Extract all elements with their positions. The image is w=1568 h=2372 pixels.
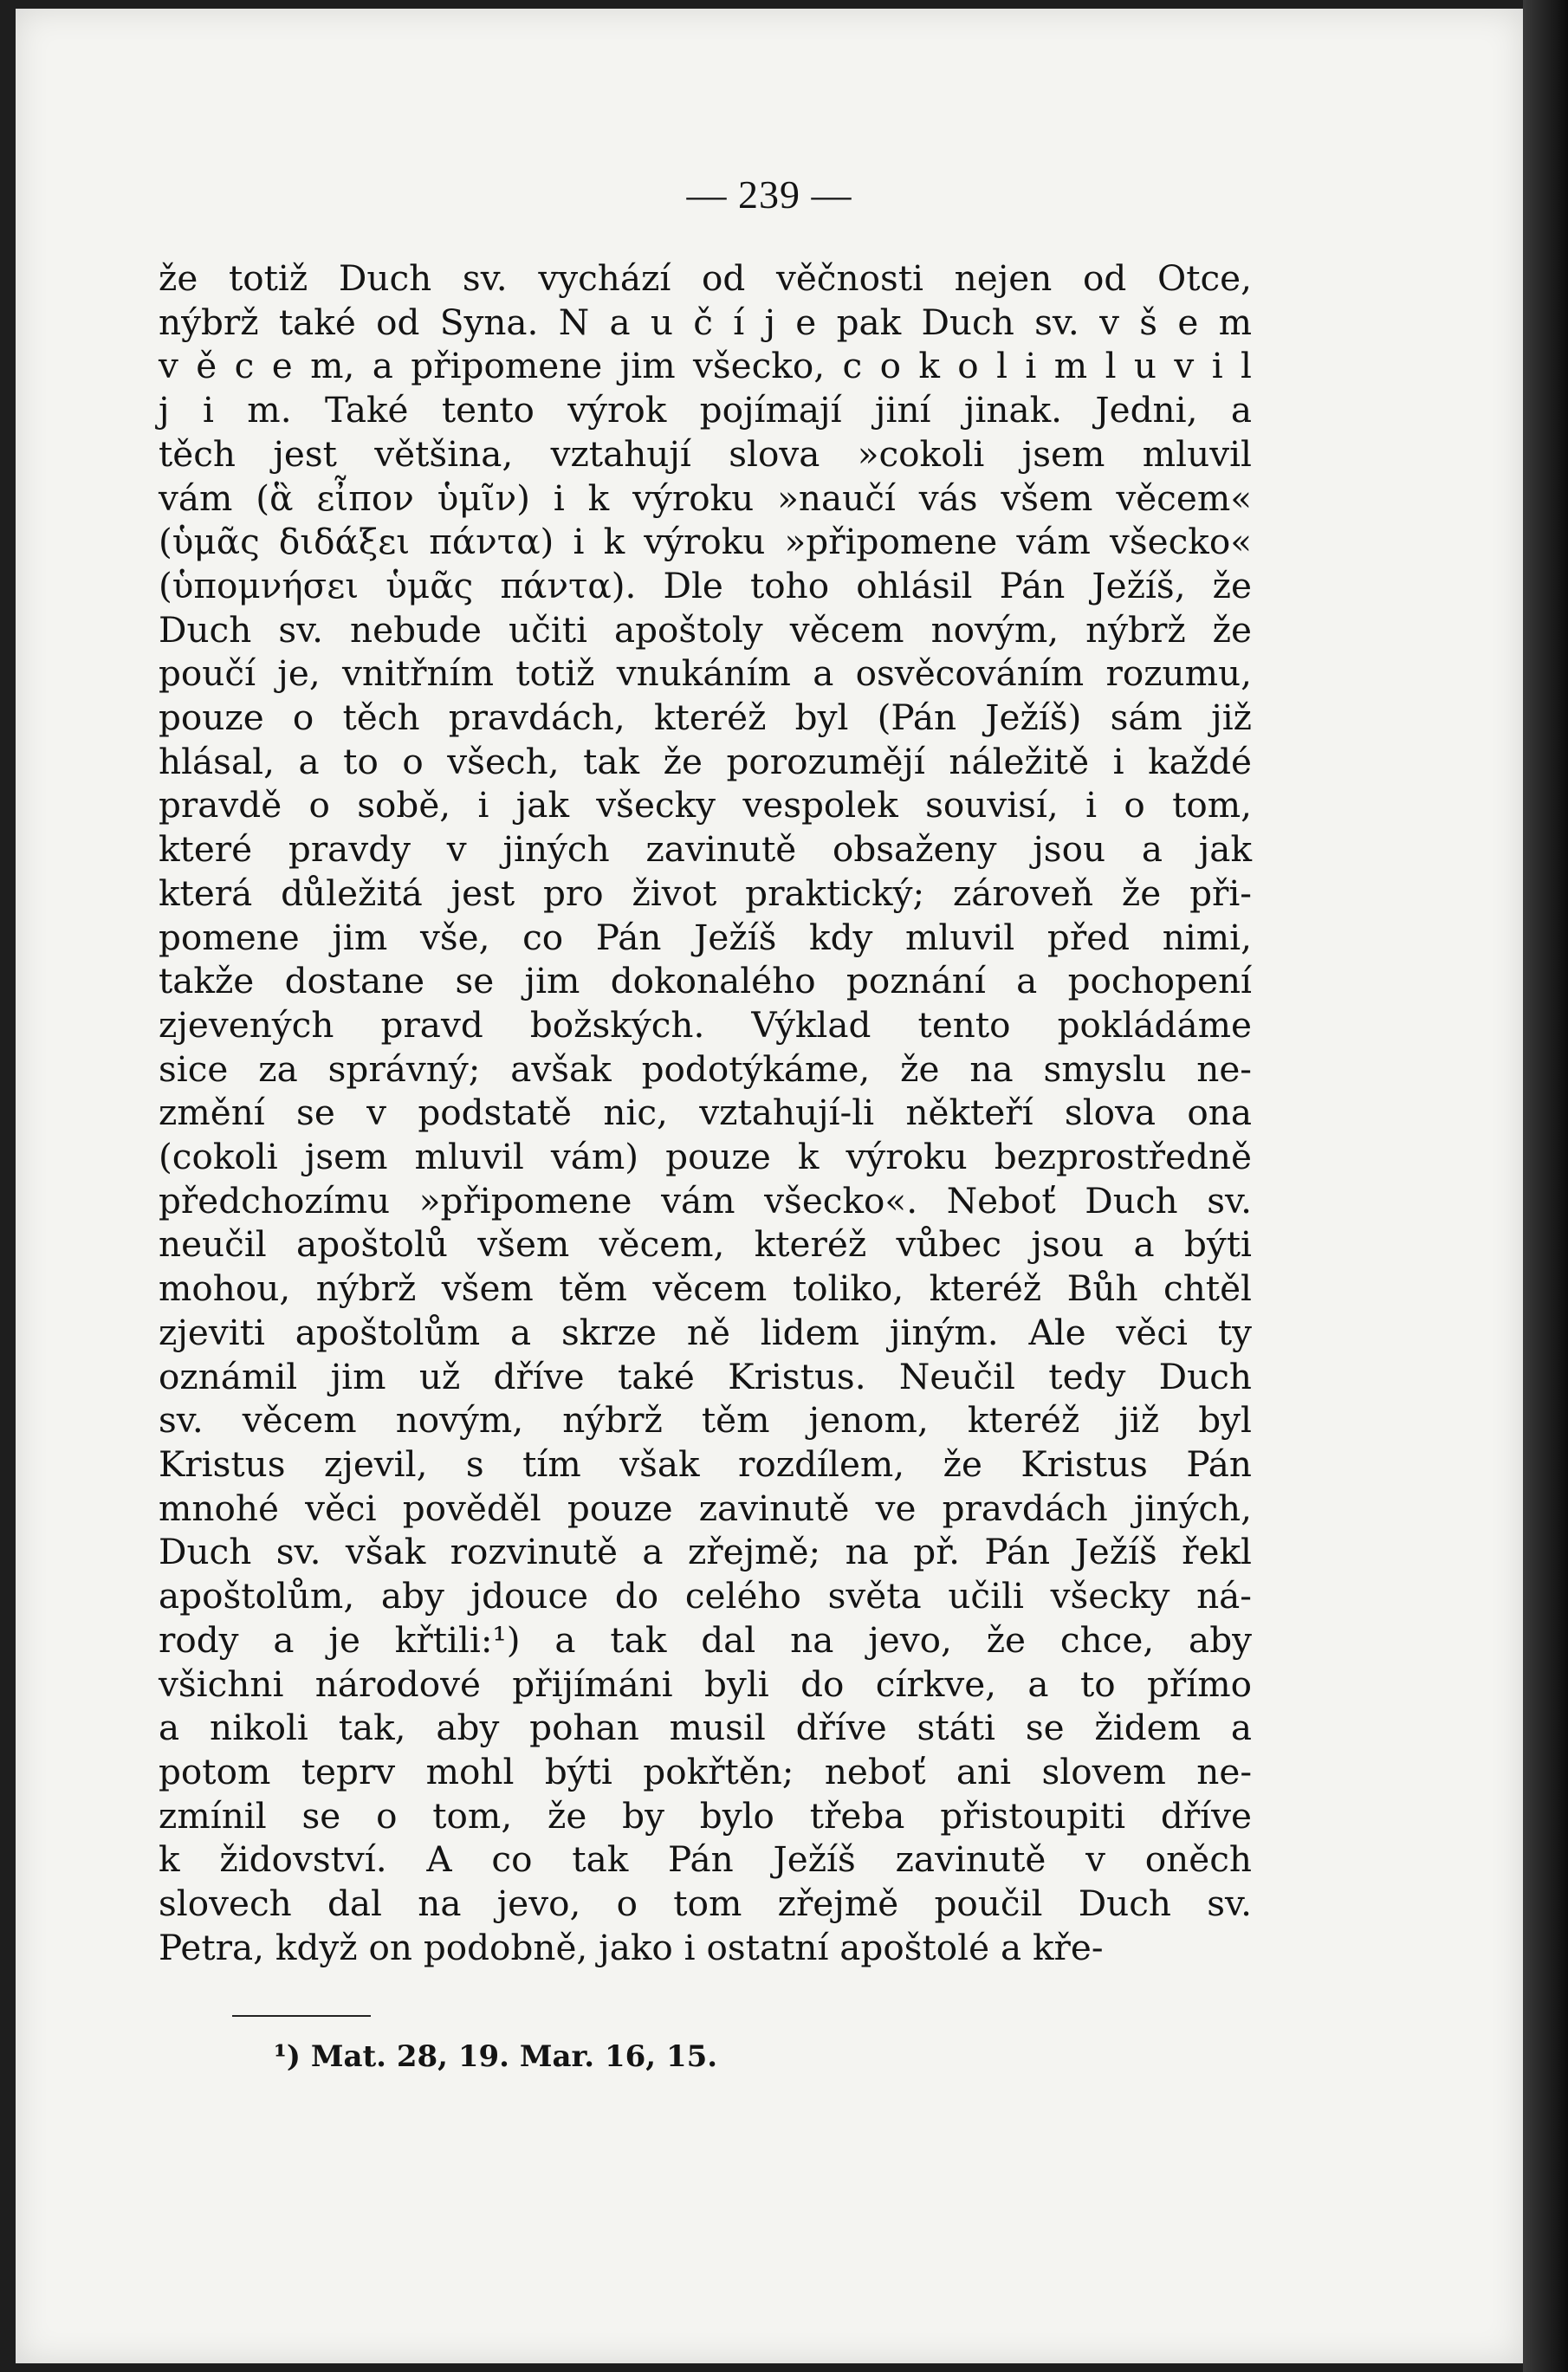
text-line: zjeviti apoštolům a skrze ně lidem jiným. Ale věci ty — [159, 1311, 1252, 1353]
text-line: rody a je křtili:¹) a tak dal na jevo, že chce, aby — [159, 1618, 1252, 1661]
text-line: Petra, když on podobně, jako i ostatní apoštolé a kře- — [159, 1926, 1104, 1968]
text-line: takže dostane se jim dokonalého poznání a pochopení — [159, 960, 1252, 1002]
text-line: pomene jim vše, co Pán Ježíš kdy mluvil před nimi, — [159, 916, 1252, 958]
text-line: (cokoli jsem mluvil vám) pouze k výroku bezprostředně — [159, 1136, 1252, 1178]
text-line: mohou, nýbrž všem těm věcem toliko, kteréž Bůh chtěl — [159, 1267, 1252, 1310]
book-page — [16, 9, 1523, 2363]
text-line: změní se v podstatě nic, vztahují-li někteří slova ona — [159, 1092, 1252, 1134]
text-line: v ě c e m, a připomene jim všecko, c o k o l i m l u v i l — [159, 345, 1252, 387]
text-line: pouze o těch pravdách, kteréž byl (Pán Ježíš) sám již — [159, 697, 1252, 739]
text-line: Kristus zjevil, s tím však rozdílem, že Kristus Pán — [159, 1442, 1252, 1485]
text-line: mnohé věci pověděl pouze zavinutě ve pravdách jiných, — [159, 1487, 1252, 1529]
text-line: předchozímu »připomene vám všecko«. Neboť Duch sv. — [159, 1179, 1252, 1222]
body-text — [159, 256, 1252, 1969]
text-line: j i m. Také tento výrok pojímají jiní jinak. Jedni, a — [159, 389, 1252, 431]
text-line: pravdě o sobě, i jak všecky vespolek souvisí, i o tom, — [159, 784, 1252, 826]
text-line: vám (ἃ εἶπον ὑμῖν) i k výroku »naučí vás všem věcem« — [159, 476, 1252, 519]
text-line: Duch sv. však rozvinutě a zřejmě; na př. Pán Ježíš řekl — [159, 1531, 1252, 1573]
text-line: poučí je, vnitřním totiž vnukáním a osvěcováním rozumu, — [159, 652, 1252, 695]
page-number: — 239 — — [686, 172, 852, 217]
text-line: slovech dal na jevo, o tom zřejmě poučil Duch sv. — [159, 1883, 1252, 1925]
footnote-divider — [232, 2015, 371, 2017]
text-line: (ὑπομνήσει ὑμᾶς πάντα). Dle toho ohlásil Pán Ježíš, že — [159, 564, 1252, 606]
text-line: nýbrž také od Syna. N a u č í j e pak Duch sv. v š e m — [159, 301, 1252, 343]
footnote: ¹) Mat. 28, 19. Mar. 16, 15. — [274, 2039, 718, 2074]
text-line: oznámil jim už dříve také Kristus. Neučil tedy Duch — [159, 1355, 1252, 1397]
text-line: sice za správný; avšak podotýkáme, že na smyslu ne- — [159, 1047, 1252, 1090]
text-line: (ὑμᾶς διδάξει πάντα) i k výroku »připomene vám všecko« — [159, 521, 1252, 563]
text-line: sv. věcem novým, nýbrž těm jenom, kteréž již byl — [159, 1399, 1252, 1442]
text-line: zmínil se o tom, že by bylo třeba přistoupiti dříve — [159, 1794, 1252, 1837]
book-edge — [1523, 0, 1568, 2372]
text-line: apoštolům, aby jdouce do celého světa učili všecky ná- — [159, 1575, 1252, 1617]
text-line: k židovství. A co tak Pán Ježíš zavinutě v oněch — [159, 1838, 1252, 1881]
text-line: a nikoli tak, aby pohan musil dříve státi se židem a — [159, 1707, 1252, 1749]
text-line: Duch sv. nebude učiti apoštoly věcem novým, nýbrž že — [159, 608, 1252, 651]
text-line: hlásal, a to o všech, tak že porozumějí náležitě i každé — [159, 740, 1252, 782]
text-line: která důležitá jest pro život praktický; zároveň že při- — [159, 872, 1252, 914]
text-line: které pravdy v jiných zavinutě obsaženy jsou a jak — [159, 828, 1252, 871]
text-line: všichni národové přijímáni byli do církve, a to přímo — [159, 1662, 1252, 1705]
text-line: potom teprv mohl býti pokřtěn; neboť ani slovem ne- — [159, 1750, 1252, 1792]
text-line: těch jest většina, vztahují slova »cokoli jsem mluvil — [159, 432, 1252, 475]
text-line: zjevených pravd božských. Výklad tento pokládáme — [159, 1003, 1252, 1046]
text-line: neučil apoštolů všem věcem, kteréž vůbec jsou a býti — [159, 1223, 1252, 1266]
text-line: že totiž Duch sv. vychází od věčnosti nejen od Otce, — [159, 257, 1252, 299]
